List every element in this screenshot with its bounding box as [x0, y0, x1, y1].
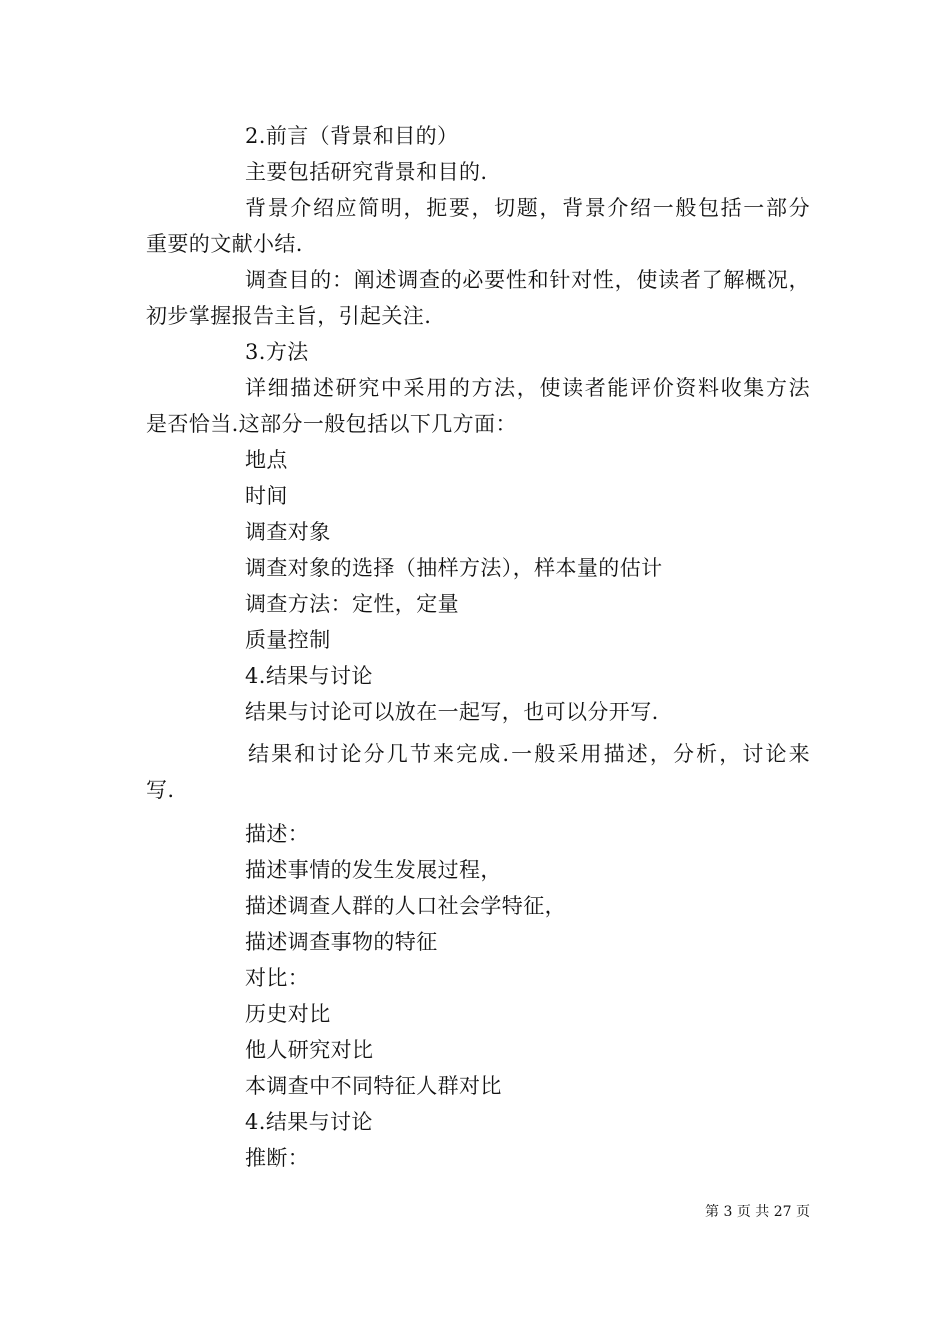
paragraph-line: 详细描述研究中采用的方法，使读者能评价资料收集方法: [245, 376, 810, 400]
paragraph-line: 调查目的：阐述调查的必要性和针对性，使读者了解概况，: [245, 268, 810, 292]
paragraph-line: 初步掌握报告主旨，引起关注.: [146, 304, 432, 328]
list-item: 调查方法：定性，定量: [245, 592, 459, 616]
list-item: 推断：: [245, 1146, 310, 1170]
section-heading-results-repeat: 4.结果与讨论: [245, 1110, 373, 1134]
list-item: 描述调查人群的人口社会学特征，: [245, 894, 566, 918]
paragraph-line: 写.: [146, 778, 175, 802]
section-heading-results: 4.结果与讨论: [245, 664, 373, 688]
list-item: 描述事情的发生发展过程，: [245, 858, 502, 882]
paragraph-line: 重要的文献小结.: [146, 232, 303, 256]
list-item: 历史对比: [245, 1002, 331, 1026]
list-item: 时间: [245, 484, 288, 508]
list-item: 调查对象的选择（抽样方法），样本量的估计: [245, 556, 663, 580]
list-item: 质量控制: [245, 628, 331, 652]
list-item: 描述：: [245, 822, 310, 846]
list-item: 他人研究对比: [245, 1038, 374, 1062]
paragraph-line: 主要包括研究背景和目的.: [245, 160, 488, 184]
list-item: 本调查中不同特征人群对比: [245, 1074, 502, 1098]
paragraph-line: 背景介绍应简明，扼要，切题，背景介绍一般包括一部分: [245, 196, 810, 220]
document-body: [146, 118, 810, 1176]
paragraph-line: 结果与讨论可以放在一起写，也可以分开写.: [245, 700, 659, 724]
list-item: 对比：: [245, 966, 310, 990]
paragraph-line: 结果和讨论分几节来完成.一般采用描述，分析，讨论来: [248, 742, 810, 766]
list-item: 描述调查事物的特征: [245, 930, 438, 954]
section-heading-methods: 3.方法: [245, 340, 309, 364]
section-heading-preface: 2.前言（背景和目的）: [245, 124, 459, 148]
list-item: 调查对象: [245, 520, 331, 544]
paragraph-line: 是否恰当.这部分一般包括以下几方面：: [146, 412, 517, 436]
page-number-footer: 第 3 页 共 27 页: [705, 1204, 810, 1220]
list-item: 地点: [245, 448, 288, 472]
